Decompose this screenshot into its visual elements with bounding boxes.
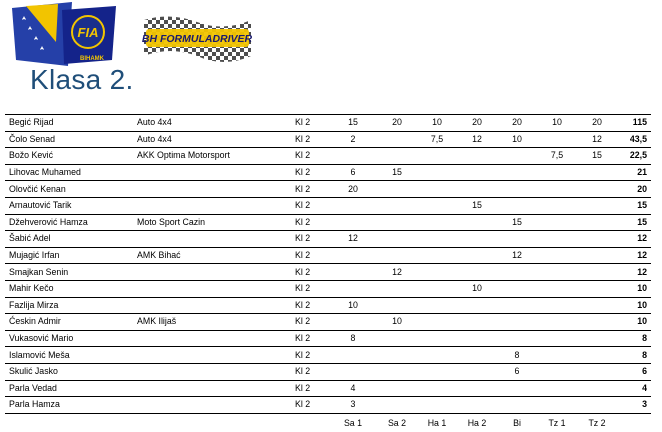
- round-score: [577, 214, 617, 231]
- class-cell: Kl 2: [295, 231, 329, 248]
- driver-name: Parla Vedad: [5, 380, 137, 397]
- class-cell: Kl 2: [295, 164, 329, 181]
- round-score: [577, 181, 617, 198]
- round-score: [377, 347, 417, 364]
- driver-name: Olovčić Kenan: [5, 181, 137, 198]
- round-score: 8: [497, 347, 537, 364]
- round-score: [457, 164, 497, 181]
- round-score: [417, 397, 457, 414]
- round-score: [577, 297, 617, 314]
- round-score: [497, 231, 537, 248]
- team-name: Moto Sport Cazin: [137, 214, 295, 231]
- round-score: [577, 380, 617, 397]
- round-score: [377, 231, 417, 248]
- team-name: [137, 397, 295, 414]
- round-score: [537, 164, 577, 181]
- round-score: [577, 397, 617, 414]
- round-score: [457, 347, 497, 364]
- round-score: [537, 131, 577, 148]
- driver-name: Fazlija Mirza: [5, 297, 137, 314]
- class-cell: Kl 2: [295, 280, 329, 297]
- round-score: 20: [497, 115, 537, 132]
- class-cell: Kl 2: [295, 115, 329, 132]
- round-score: [537, 347, 577, 364]
- formula-driver-logo: [140, 12, 255, 64]
- fia-bihamk-logo: [12, 2, 120, 66]
- round-score: 7,5: [537, 148, 577, 165]
- driver-name: Smajkan Senin: [5, 264, 137, 281]
- round-score: [537, 264, 577, 281]
- class-cell: Kl 2: [295, 330, 329, 347]
- class-cell: Kl 2: [295, 347, 329, 364]
- round-score: [377, 363, 417, 380]
- total-points: 12: [617, 231, 651, 248]
- team-name: Auto 4x4: [137, 131, 295, 148]
- class-cell: Kl 2: [295, 397, 329, 414]
- total-points: 4: [617, 380, 651, 397]
- round-score: 10: [537, 115, 577, 132]
- table-row: [5, 380, 651, 397]
- round-score: 12: [329, 231, 377, 248]
- driver-name: Šabić Adel: [5, 231, 137, 248]
- total-points: 3: [617, 397, 651, 414]
- table-row: [5, 280, 651, 297]
- class-cell: Kl 2: [295, 297, 329, 314]
- round-score: [417, 280, 457, 297]
- driver-name: Božo Kević: [5, 148, 137, 165]
- table-row: [5, 247, 651, 264]
- round-score: [417, 197, 457, 214]
- round-score: 10: [377, 314, 417, 331]
- round-score: [329, 280, 377, 297]
- round-score: [329, 363, 377, 380]
- round-score: [417, 214, 457, 231]
- round-score: [577, 264, 617, 281]
- total-points: 10: [617, 280, 651, 297]
- driver-name: Begić Rijad: [5, 115, 137, 132]
- total-points: 115: [617, 115, 651, 132]
- table-row: [5, 115, 651, 132]
- round-score: 15: [577, 148, 617, 165]
- round-score: 10: [417, 115, 457, 132]
- round-score: 10: [329, 297, 377, 314]
- round-score: [497, 280, 537, 297]
- table-row: [5, 164, 651, 181]
- team-name: AMK Bihać: [137, 247, 295, 264]
- round-score: [537, 397, 577, 414]
- driver-name: Arnautović Tarik: [5, 197, 137, 214]
- round-score: [377, 197, 417, 214]
- driver-name: Mujagić Irfan: [5, 247, 137, 264]
- class-cell: Kl 2: [295, 314, 329, 331]
- round-score: [377, 380, 417, 397]
- round-score: [497, 330, 537, 347]
- total-points: 15: [617, 214, 651, 231]
- round-score: [377, 330, 417, 347]
- driver-name: Lihovac Muhamed: [5, 164, 137, 181]
- total-points: 43,5: [617, 131, 651, 148]
- round-score: [497, 197, 537, 214]
- round-score: 20: [377, 115, 417, 132]
- total-points: 12: [617, 264, 651, 281]
- round-score: [377, 214, 417, 231]
- round-label: Ha 2: [467, 417, 487, 428]
- round-score: 10: [497, 131, 537, 148]
- round-score: [417, 297, 457, 314]
- round-score: [577, 347, 617, 364]
- driver-name: Skulić Jasko: [5, 363, 137, 380]
- round-score: 10: [457, 280, 497, 297]
- table-row: [5, 397, 651, 414]
- round-score: [329, 214, 377, 231]
- page-title: Klasa 2.: [30, 64, 134, 95]
- round-score: [377, 397, 417, 414]
- round-score: [577, 280, 617, 297]
- round-score: [417, 247, 457, 264]
- driver-name: Čolo Senad: [5, 131, 137, 148]
- round-score: [377, 148, 417, 165]
- bihamk-text: BIHAMK: [80, 56, 104, 62]
- round-score: [577, 330, 617, 347]
- team-name: [137, 380, 295, 397]
- table-row: [5, 197, 651, 214]
- round-score: [457, 148, 497, 165]
- round-score: [537, 181, 577, 198]
- round-score: [457, 264, 497, 281]
- formula-driver-text: BH FORMULADRIVER: [141, 33, 253, 45]
- round-score: [577, 164, 617, 181]
- round-score: [457, 231, 497, 248]
- round-score: [457, 181, 497, 198]
- round-score: [497, 181, 537, 198]
- team-name: [137, 197, 295, 214]
- table-row: [5, 131, 651, 148]
- round-score: [329, 314, 377, 331]
- round-labels-row: [5, 413, 651, 432]
- round-score: 4: [329, 380, 377, 397]
- table-row: [5, 148, 651, 165]
- round-score: [457, 214, 497, 231]
- round-score: [329, 148, 377, 165]
- round-score: [497, 314, 537, 331]
- class-cell: Kl 2: [295, 247, 329, 264]
- team-name: [137, 164, 295, 181]
- round-score: 8: [329, 330, 377, 347]
- round-score: [537, 297, 577, 314]
- round-score: [377, 181, 417, 198]
- round-score: 20: [577, 115, 617, 132]
- round-score: [537, 380, 577, 397]
- round-score: 12: [497, 247, 537, 264]
- total-points: 6: [617, 363, 651, 380]
- round-score: [329, 197, 377, 214]
- round-score: [497, 148, 537, 165]
- round-score: 3: [329, 397, 377, 414]
- round-score: [537, 314, 577, 331]
- round-score: [457, 397, 497, 414]
- round-score: [457, 247, 497, 264]
- round-score: [497, 164, 537, 181]
- table-row: [5, 264, 651, 281]
- round-score: 6: [329, 164, 377, 181]
- team-name: [137, 264, 295, 281]
- team-name: [137, 231, 295, 248]
- round-score: [417, 164, 457, 181]
- round-score: [417, 330, 457, 347]
- round-score: 2: [329, 131, 377, 148]
- round-score: [537, 214, 577, 231]
- team-name: [137, 363, 295, 380]
- team-name: [137, 181, 295, 198]
- round-score: [537, 363, 577, 380]
- round-score: [377, 131, 417, 148]
- table-row: [5, 297, 651, 314]
- round-score: [537, 247, 577, 264]
- round-score: [417, 380, 457, 397]
- round-score: [417, 264, 457, 281]
- total-points: 22,5: [617, 148, 651, 165]
- round-score: [329, 347, 377, 364]
- round-score: [577, 247, 617, 264]
- class-cell: Kl 2: [295, 148, 329, 165]
- table-row: [5, 347, 651, 364]
- round-score: 12: [457, 131, 497, 148]
- total-points: 20: [617, 181, 651, 198]
- round-score: [537, 197, 577, 214]
- round-label: Sa 1: [343, 417, 363, 428]
- round-score: [377, 297, 417, 314]
- round-score: [457, 380, 497, 397]
- driver-name: Džehverović Hamza: [5, 214, 137, 231]
- class-cell: Kl 2: [295, 181, 329, 198]
- team-name: [137, 297, 295, 314]
- total-points: 12: [617, 247, 651, 264]
- round-score: [377, 247, 417, 264]
- table-row: [5, 314, 651, 331]
- round-score: [537, 280, 577, 297]
- round-score: 15: [377, 164, 417, 181]
- round-score: [329, 264, 377, 281]
- total-points: 21: [617, 164, 651, 181]
- round-score: 20: [329, 181, 377, 198]
- round-score: [417, 363, 457, 380]
- class-cell: Kl 2: [295, 363, 329, 380]
- round-score: 20: [457, 115, 497, 132]
- round-score: [537, 330, 577, 347]
- round-score: [577, 197, 617, 214]
- team-name: [137, 347, 295, 364]
- round-score: [497, 297, 537, 314]
- round-score: 12: [377, 264, 417, 281]
- round-score: 15: [457, 197, 497, 214]
- round-score: [457, 297, 497, 314]
- class-cell: Kl 2: [295, 380, 329, 397]
- round-score: 6: [497, 363, 537, 380]
- total-points: 8: [617, 330, 651, 347]
- round-score: 15: [497, 214, 537, 231]
- team-name: AMK Ilijaš: [137, 314, 295, 331]
- team-name: [137, 330, 295, 347]
- round-score: [329, 247, 377, 264]
- driver-name: Mahir Kečo: [5, 280, 137, 297]
- round-score: [457, 314, 497, 331]
- round-score: [497, 397, 537, 414]
- driver-name: Islamović Meša: [5, 347, 137, 364]
- round-score: [457, 330, 497, 347]
- class-cell: Kl 2: [295, 197, 329, 214]
- class-cell: Kl 2: [295, 214, 329, 231]
- total-points: 8: [617, 347, 651, 364]
- table-row: [5, 231, 651, 248]
- standings-table: [5, 114, 651, 432]
- round-score: 12: [577, 131, 617, 148]
- round-score: [417, 314, 457, 331]
- round-label: Sa 2: [387, 417, 407, 428]
- round-score: [577, 314, 617, 331]
- total-points: 10: [617, 314, 651, 331]
- round-score: [457, 363, 497, 380]
- table-row: [5, 330, 651, 347]
- total-points: 10: [617, 297, 651, 314]
- round-score: [577, 231, 617, 248]
- table-row: [5, 181, 651, 198]
- round-label: Bi: [513, 417, 521, 428]
- round-score: [417, 231, 457, 248]
- total-points: 15: [617, 197, 651, 214]
- team-name: [137, 280, 295, 297]
- round-score: [577, 363, 617, 380]
- round-score: [417, 148, 457, 165]
- round-score: [417, 181, 457, 198]
- driver-name: Parla Hamza: [5, 397, 137, 414]
- round-score: [377, 280, 417, 297]
- table-row: [5, 363, 651, 380]
- round-score: 7,5: [417, 131, 457, 148]
- round-score: [417, 347, 457, 364]
- class-cell: Kl 2: [295, 131, 329, 148]
- round-label: Tz 2: [588, 417, 606, 428]
- driver-name: Vukasović Mario: [5, 330, 137, 347]
- round-score: [497, 264, 537, 281]
- round-score: [497, 380, 537, 397]
- team-name: AKK Optima Motorsport: [137, 148, 295, 165]
- team-name: Auto 4x4: [137, 115, 295, 132]
- round-score: 15: [329, 115, 377, 132]
- table-row: [5, 214, 651, 231]
- svg-text:FIA: FIA: [77, 25, 99, 40]
- round-label: Tz 1: [548, 417, 566, 428]
- class-cell: Kl 2: [295, 264, 329, 281]
- round-score: [537, 231, 577, 248]
- driver-name: Ćeskin Admir: [5, 314, 137, 331]
- round-label: Ha 1: [427, 417, 447, 428]
